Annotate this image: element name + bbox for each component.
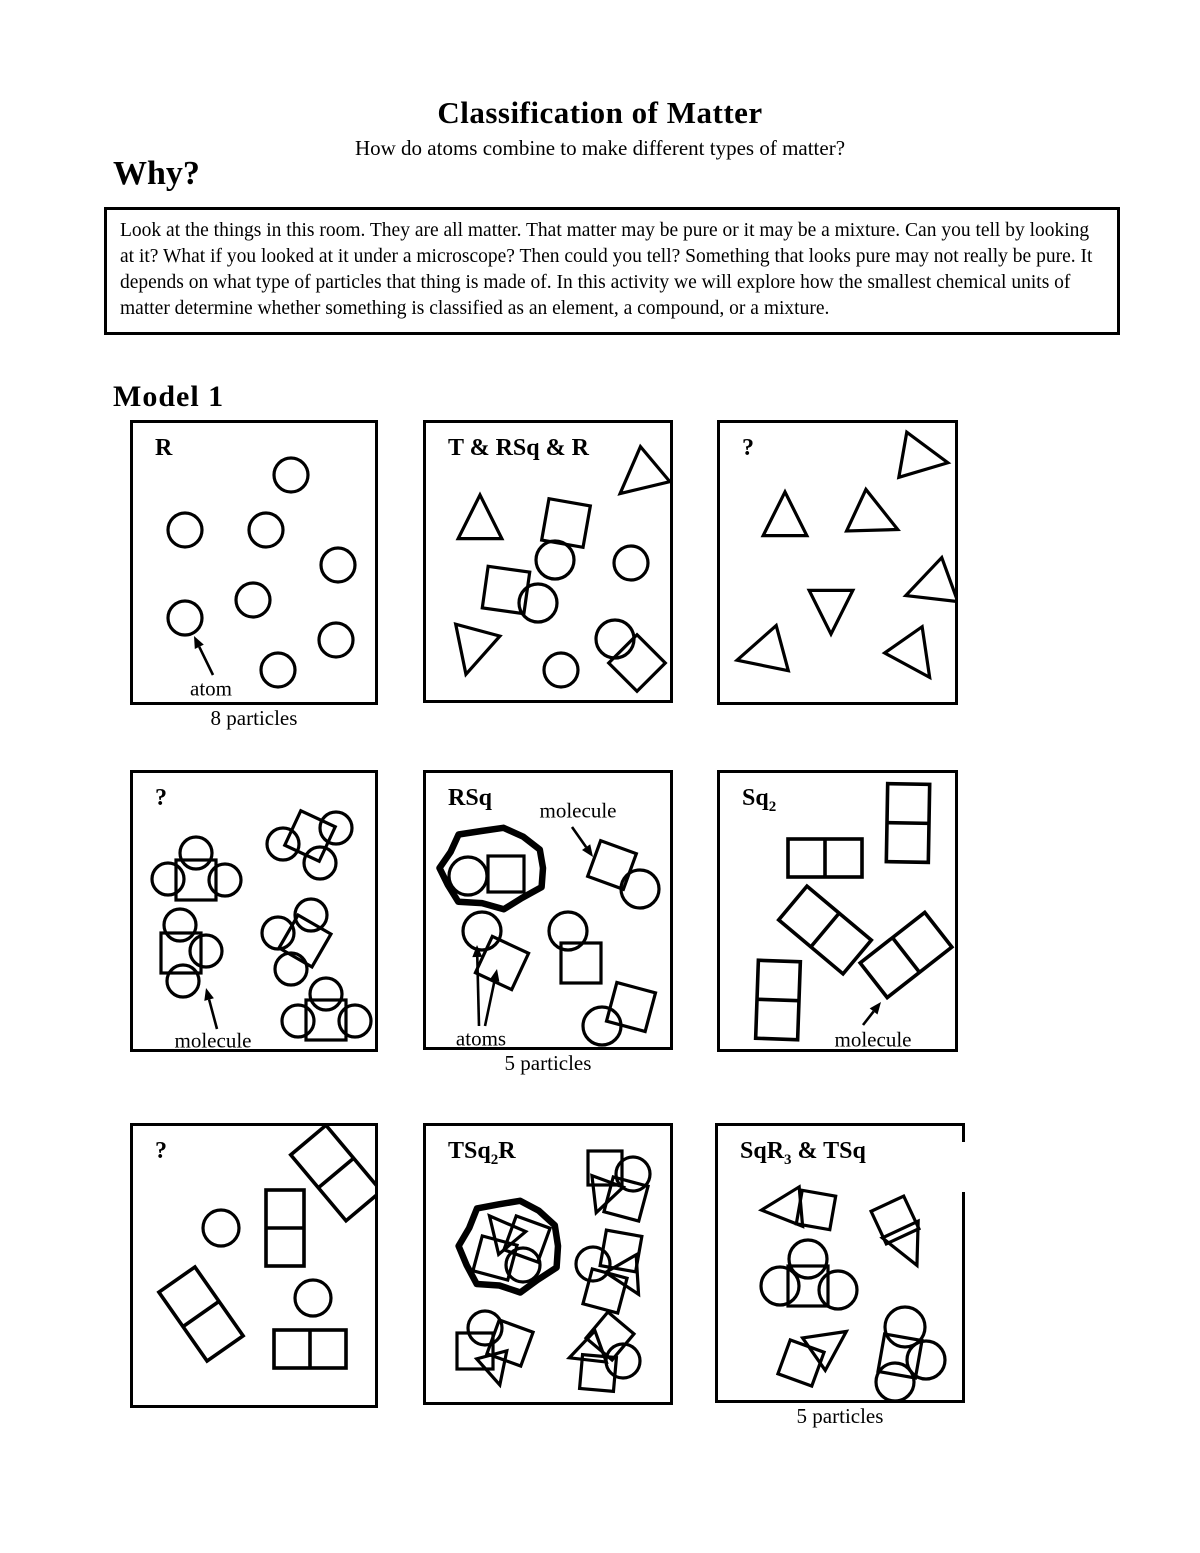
atom-square — [488, 856, 524, 892]
box-label-text: Sq — [742, 785, 769, 811]
atom-circle — [168, 601, 202, 635]
box-label-subscript: 2 — [768, 798, 777, 815]
why-box — [104, 207, 1120, 335]
atom-square — [607, 983, 656, 1032]
atom-circle — [819, 1271, 857, 1309]
atom-circle — [321, 548, 355, 582]
sq2-domino-molecule — [886, 784, 929, 863]
atom-circle — [876, 1363, 914, 1400]
model-box-mixture-t-rsq-r — [423, 420, 673, 703]
box-label — [742, 785, 776, 816]
model-box-unknown-sq2-r — [130, 1123, 378, 1408]
atom-circle — [209, 864, 241, 896]
atom-square — [778, 1340, 824, 1386]
atom-square — [588, 841, 637, 890]
annotation-arrow — [572, 827, 593, 857]
particle-diagram — [133, 773, 375, 1049]
page-subtitle: How do atoms combine to make different types of matter? — [354, 136, 846, 160]
atom-circle — [576, 1247, 610, 1281]
annotation-label: molecule — [174, 1028, 252, 1053]
box-label — [740, 1138, 866, 1169]
atom-triangle — [605, 447, 669, 511]
model1-heading: Model 1 — [113, 380, 225, 413]
atom-circle — [164, 909, 196, 941]
atom-square — [475, 936, 528, 989]
atom-triangle — [809, 590, 853, 634]
particle-count-caption: 8 particles — [210, 706, 298, 730]
atom-circle — [236, 583, 270, 617]
atom-triangle — [606, 1255, 654, 1303]
atom-circle — [190, 935, 222, 967]
particle-count-caption: 5 particles — [796, 1404, 884, 1428]
scan-border-gap — [961, 1142, 965, 1192]
box-label-text: R — [155, 435, 173, 461]
particle-diagram — [720, 423, 955, 702]
model-box-unknown-sqr3 — [130, 770, 378, 1052]
annotation-arrow — [472, 945, 482, 1026]
atom-circle — [168, 513, 202, 547]
particle-diagram — [426, 423, 670, 700]
atom-circle — [180, 837, 212, 869]
atom-square — [586, 1312, 634, 1360]
box-label — [155, 1138, 167, 1165]
atom-square — [871, 1196, 919, 1244]
atom-circle — [249, 513, 283, 547]
sq2-domino-molecule — [266, 1190, 304, 1266]
particle-diagram — [133, 1126, 375, 1405]
sq2-domino-molecule — [274, 1330, 346, 1368]
atom-triangle — [885, 627, 949, 691]
atom-circle — [267, 828, 299, 860]
atom-square — [609, 635, 666, 692]
atom-circle — [536, 541, 574, 579]
model-box-compound-rsq — [423, 770, 673, 1075]
box-label — [155, 435, 172, 462]
atom-circle — [583, 1007, 621, 1045]
model-box-mixture-sqr3-tsq — [715, 1123, 965, 1428]
atom-circle — [152, 863, 184, 895]
annotation-arrow — [194, 636, 213, 675]
atom-circle — [275, 953, 307, 985]
atom-circle — [295, 1280, 331, 1316]
box-label — [155, 785, 167, 812]
atom-triangle — [444, 624, 500, 680]
particle-diagram — [133, 423, 375, 702]
box-label-text: TSq — [448, 1138, 491, 1164]
annotation-label: atoms — [455, 1026, 507, 1051]
atom-triangle — [882, 1221, 935, 1274]
atom-triangle — [847, 489, 908, 550]
box-label-text: SqR — [740, 1138, 785, 1164]
page-title: Classification of Matter — [437, 95, 763, 130]
atom-circle — [203, 1210, 239, 1246]
atom-triangle — [458, 495, 502, 539]
box-label-text: ? — [742, 435, 754, 461]
atom-circle — [261, 653, 295, 687]
atom-circle — [449, 857, 487, 895]
model-box-compound-sq2 — [717, 770, 958, 1052]
box-label-subscript: 3 — [784, 1151, 792, 1168]
atom-square — [285, 811, 335, 861]
sq2-domino-molecule — [788, 839, 862, 877]
hand-drawn-enclosure-blob — [440, 828, 544, 910]
why-paragraph: Look at the things in this room. They are all matter. That matter may be pure or it may be a mixture. Can you tell by looking at it? What if you looked at it under a microscope? Then could you tell? Something that looks pure may not really be pure. It depends on what type of particles that thing is made of. In this activity we will explore how the smallest chemical units of matter determine whether something is classified as an element, a compound, or a mixture. — [120, 220, 1093, 319]
box-label — [448, 435, 589, 462]
atom-square — [542, 499, 591, 548]
atom-circle — [274, 458, 308, 492]
atom-circle — [167, 965, 199, 997]
box-label — [742, 435, 754, 462]
annotation-label: atom — [190, 676, 232, 701]
box-label-text: ? — [155, 785, 167, 811]
box-label-text: RSq — [448, 785, 493, 811]
atom-circle — [282, 1005, 314, 1037]
atom-triangle — [899, 432, 952, 485]
atom-triangle — [731, 626, 788, 683]
annotation-label: molecule — [834, 1027, 912, 1052]
box-label-text: T & RSq & R — [448, 435, 589, 461]
atom-circle — [319, 623, 353, 657]
particle-count-caption: 5 particles — [504, 1051, 592, 1075]
why-heading: Why? — [113, 155, 200, 192]
atom-circle — [544, 653, 578, 687]
sq2-domino-molecule — [159, 1267, 243, 1361]
box-label-text: & TSq — [791, 1138, 866, 1164]
box-label-text: R — [498, 1138, 516, 1164]
atom-circle — [614, 546, 648, 580]
atom-circle — [463, 912, 501, 950]
atom-circle — [761, 1267, 799, 1305]
annotation-arrow — [204, 988, 217, 1029]
atom-circle — [339, 1005, 371, 1037]
model-box-compound-tsq2r — [423, 1123, 673, 1405]
annotation-label: molecule — [539, 798, 617, 823]
atom-triangle — [803, 1315, 858, 1370]
atom-triangle — [898, 558, 955, 618]
atom-circle — [310, 978, 342, 1010]
sq2-domino-molecule — [860, 912, 952, 997]
box-label-text: ? — [155, 1138, 167, 1164]
box-label-subscript: 2 — [490, 1151, 499, 1168]
model-box-unknown-triangles — [717, 420, 958, 705]
atom-square — [878, 1334, 922, 1378]
model-box-element-r — [130, 420, 378, 730]
annotation-arrow — [863, 1002, 881, 1025]
sq2-domino-molecule — [756, 960, 801, 1039]
atom-circle — [621, 870, 659, 908]
atom-triangle — [763, 492, 807, 536]
atom-circle — [596, 620, 634, 658]
box-label — [448, 785, 492, 812]
box-label — [448, 1138, 516, 1169]
